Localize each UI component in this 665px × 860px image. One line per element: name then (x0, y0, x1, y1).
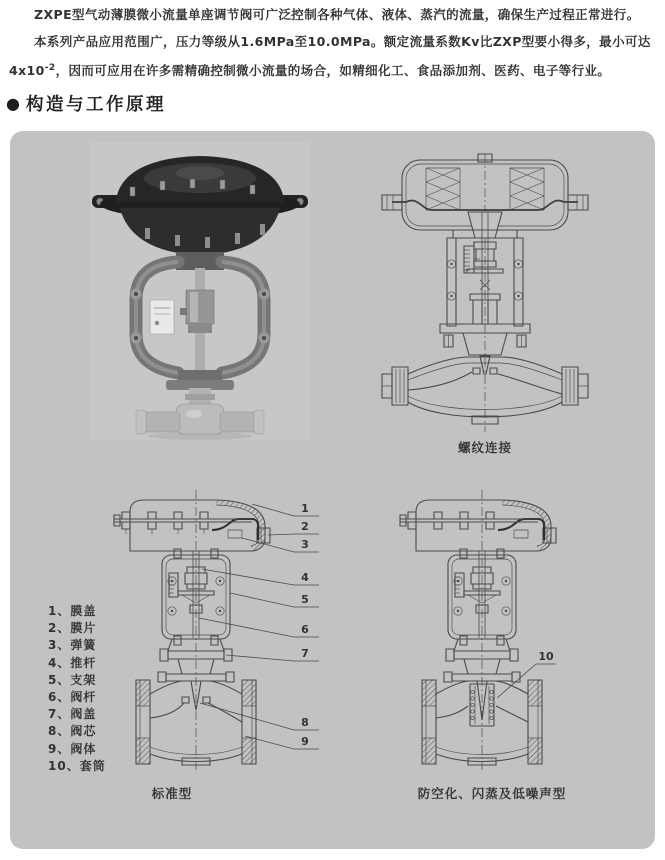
callout-number: 1 (301, 502, 309, 515)
bullet-icon: ● (6, 94, 20, 113)
intro-text (0, 2, 665, 85)
callout-number: 6 (301, 623, 309, 636)
intro-paragraph-2-text: 本系列产品应用范围广，压力等级从1.6MPa至10.0MPa。额定流量系数Kv比ZXP型要小得多，最小可达4x10 (9, 33, 651, 79)
diagram-panel (10, 131, 655, 849)
callout-number: 4 (301, 571, 309, 584)
callout-number: 2 (301, 520, 309, 533)
callout-number: 7 (301, 647, 309, 660)
parts-list (48, 603, 106, 775)
anticavitation-diagram (398, 488, 613, 773)
intro-paragraph-2-tail: ，因而可应用在许多需精确控制微小流量的场合，如精细化工、食品添加剂、医药、电子等行业。 (55, 63, 611, 79)
anticavitation-figure (398, 488, 613, 773)
intro-paragraph-1 (9, 2, 656, 29)
standard-type-figure (112, 488, 327, 773)
callout-number: 3 (301, 538, 309, 551)
parts-list-item: 1、膜盖 (48, 604, 97, 618)
standard-type-diagram (112, 488, 327, 773)
section-title: 构造与工作原理 (25, 95, 166, 115)
parts-list-item: 8、阀芯 (48, 724, 97, 739)
valve-photo (90, 142, 310, 440)
intro-paragraph-1-text: ZXPE型气动薄膜微小流量单座调节阀可广泛控制各种气体、液体、蒸汽的流量，确保生产过程正常进行。 (34, 7, 640, 22)
threaded-connection-figure (380, 152, 590, 456)
exponent: -2 (44, 63, 56, 73)
parts-list-item: 9、阀体 (48, 741, 97, 756)
parts-list-item: 6、阀杆 (48, 690, 97, 705)
callout-number: 10 (538, 650, 554, 663)
parts-list-item: 2、膜片 (48, 621, 97, 636)
parts-list-item: 10、套筒 (48, 758, 106, 773)
callout-number: 9 (301, 735, 309, 748)
section-heading (6, 91, 166, 116)
parts-list-item: 5、支架 (48, 672, 97, 687)
parts-list-item: 4、推杆 (48, 655, 97, 670)
intro-paragraph-2 (9, 29, 656, 85)
parts-list-item: 3、弹簧 (48, 638, 97, 653)
standard-caption: 标准型 (151, 786, 193, 801)
callout-number: 8 (301, 716, 309, 729)
callout-number: 5 (301, 593, 309, 606)
threaded-caption: 螺纹连接 (457, 440, 512, 455)
parts-list-item: 7、阀盖 (48, 707, 97, 722)
anticav-caption: 防空化、闪蒸及低噪声型 (417, 786, 567, 801)
threaded-connection-diagram (380, 152, 590, 434)
